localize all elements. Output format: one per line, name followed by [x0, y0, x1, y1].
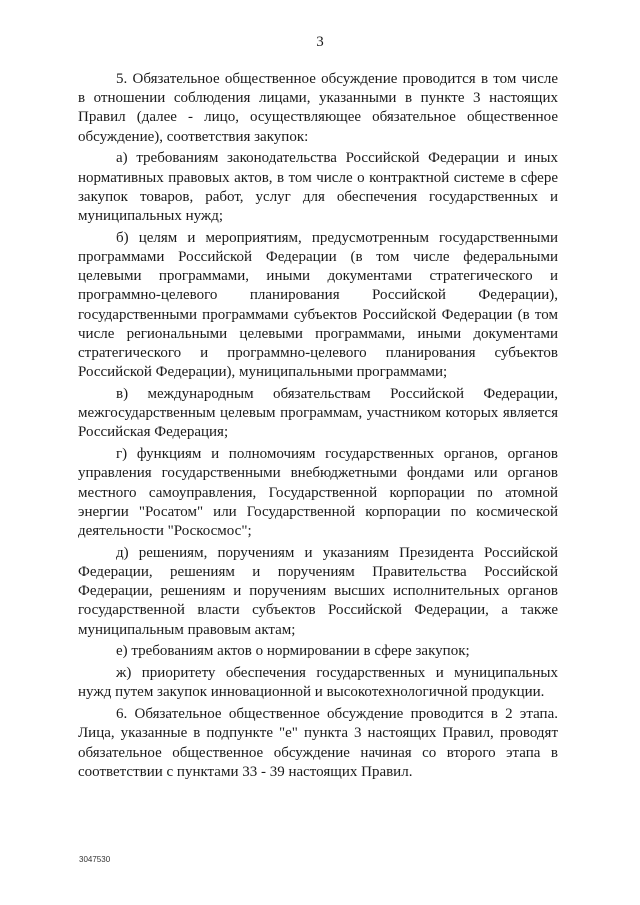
document-code: 3047530	[79, 855, 111, 864]
paragraph-5: 5. Обязательное общественное обсуждение проводится в том числе в отношении соблюдения лицами, указанными в пункте 3 настоящих Правил (далее - лицо, осуществляющее обязательное общественное обсуждение), соответствия закупок:	[78, 71, 558, 145]
subparagraph-d: д) решениям, поручениям и указаниям Президента Российской Федерации, решениям и поручениям Правительства Российской Федерации, решениям и поручениям высших исполнительных органов государственной власти субъектов Российской Федерации, а также муниципальным правовым актам;	[78, 544, 558, 638]
document-body	[78, 70, 558, 782]
subparagraph-g: г) функциям и полномочиям государственных органов, органов управления государственными внебюджетными фондами или органов местного самоуправления, Государственной корпорации по атомной энергии "Росатом" или Государственной корпорации по космической деятельности "Роскосмос";	[78, 446, 558, 540]
subparagraph-a: а) требованиям законодательства Российской Федерации и иных нормативных правовых актов, в том числе о контрактной системе в сфере закупок товаров, работ, услуг для обеспечения государственных и муниципальных нужд;	[78, 150, 558, 225]
subparagraph-v: в) международным обязательствам Российской Федерации, межгосударственным целевым программам, участником которых является Российская Федерация;	[78, 386, 558, 441]
subparagraph-e: е) требованиям актов о нормировании в сфере закупок;	[116, 643, 470, 660]
page-number: 3	[316, 34, 324, 50]
subparagraph-zh: ж) приоритету обеспечения государственных и муниципальных нужд путем закупок инновационной и высокотехнологичной продукции.	[78, 665, 558, 701]
subparagraph-b: б) целям и мероприятиям, предусмотренным государственными программами Российской Федерации (в том числе федеральными целевыми программами, иными документами стратегического и программно-целевого планирования Российской Федерации), государственными программами субъектов Российской Федерации (в том числе региональными целевыми программами, иными документами стратегического и программно-целевого планирования субъектов Российской Федерации), муниципальными программами;	[78, 229, 558, 381]
paragraph-6: 6. Обязательное общественное обсуждение проводится в 2 этапа. Лица, указанные в подпункте "е" пункта 3 настоящих Правил, проводят обязательное общественное обсуждение начиная со второго этапа в соответствии с пунктами 33 - 39 настоящих Правил.	[78, 706, 558, 780]
